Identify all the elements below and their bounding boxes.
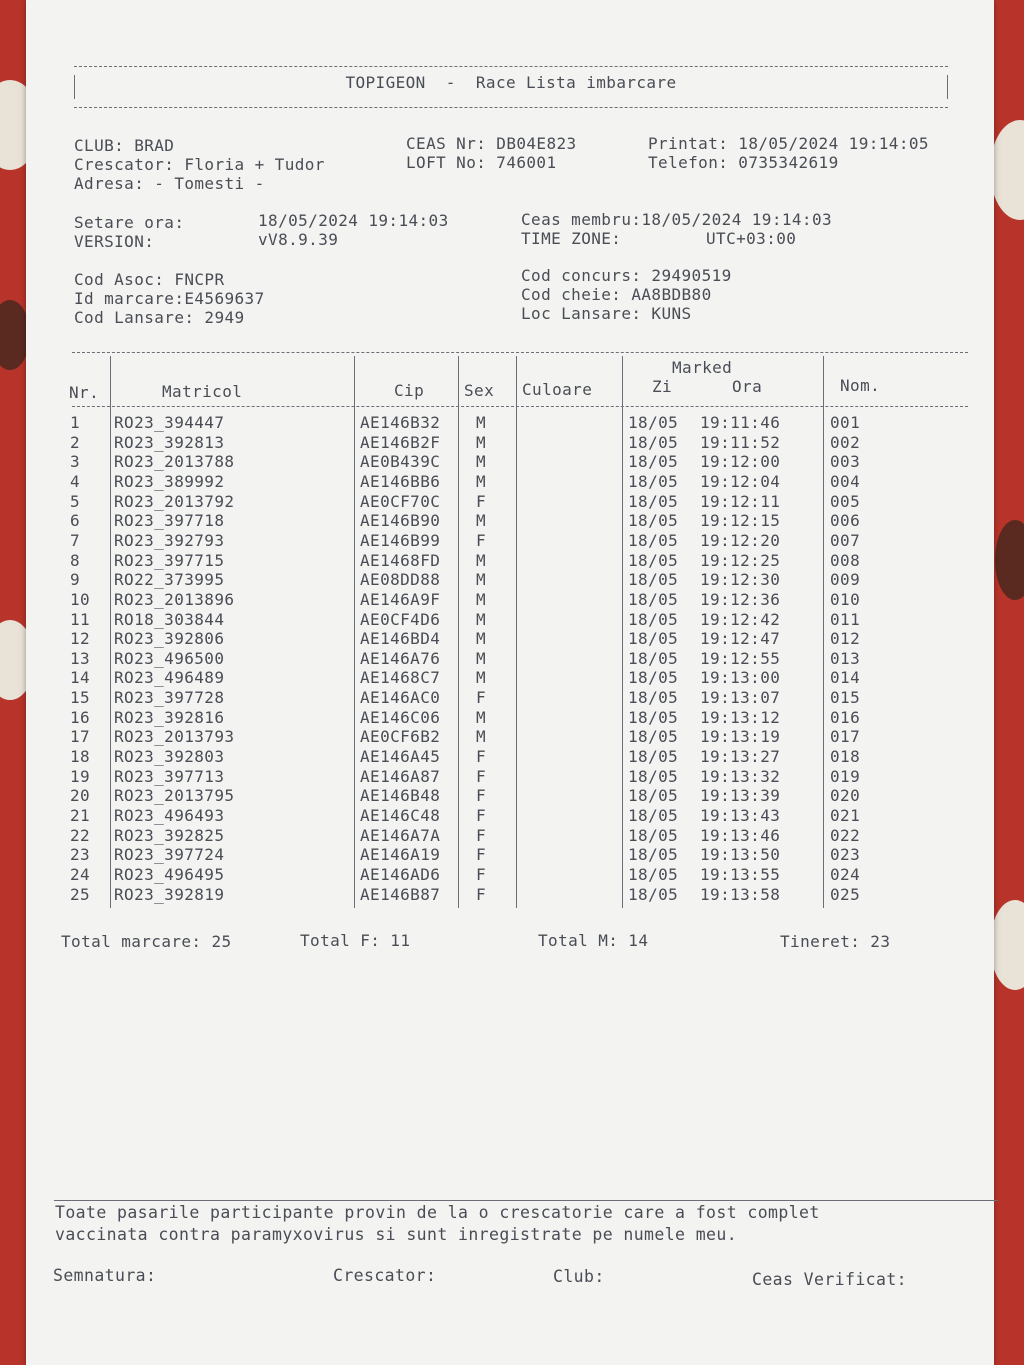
table-row bbox=[26, 629, 946, 649]
cell-cip: AE146B32 bbox=[360, 413, 441, 432]
cell-matricol: RO23_392793 bbox=[114, 530, 225, 550]
club-signature-label: Club: bbox=[553, 1267, 605, 1286]
cell-matricol: RO23_392813 bbox=[114, 432, 225, 452]
cell-zi: 18/05 bbox=[628, 668, 679, 688]
cod-lansare-label: Cod Lansare: 2949 bbox=[74, 308, 245, 327]
cell-sex: F bbox=[476, 766, 487, 786]
cell-nom: 008 bbox=[830, 550, 861, 570]
cell-sex: M bbox=[476, 570, 487, 590]
cell-sex: M bbox=[476, 432, 487, 452]
cell-nr: 7 bbox=[70, 530, 81, 550]
cell-sex: M bbox=[476, 609, 487, 629]
cell-nr: 15 bbox=[70, 688, 91, 708]
cell-nr: 11 bbox=[70, 609, 91, 629]
footer-rule bbox=[54, 1200, 998, 1201]
table-row bbox=[26, 531, 946, 551]
cell-cip: AE146B90 bbox=[360, 511, 441, 531]
table-row bbox=[26, 413, 946, 433]
table-row bbox=[26, 688, 946, 708]
table-row bbox=[26, 826, 946, 846]
cell-sex: M bbox=[476, 668, 487, 688]
cell-matricol: RO23_496495 bbox=[114, 864, 225, 884]
table-row bbox=[26, 610, 946, 630]
cell-sex: M bbox=[476, 629, 487, 649]
cell-nr: 19 bbox=[70, 766, 91, 786]
cell-ora: 19:13:43 bbox=[700, 806, 781, 825]
telefon-label: Telefon: 0735342619 bbox=[648, 153, 839, 172]
table-row bbox=[26, 747, 946, 767]
cell-nr: 20 bbox=[70, 786, 91, 806]
cell-ora: 19:12:11 bbox=[700, 491, 781, 511]
cell-ora: 19:13:39 bbox=[700, 786, 781, 806]
cell-matricol: RO23_397728 bbox=[114, 688, 225, 708]
cell-nom: 003 bbox=[830, 452, 861, 472]
cell-ora: 19:13:07 bbox=[700, 688, 781, 708]
cell-sex: M bbox=[476, 589, 487, 609]
cell-nr: 5 bbox=[70, 491, 81, 511]
cell-zi: 18/05 bbox=[628, 727, 679, 747]
cell-matricol: RO23_392825 bbox=[114, 825, 225, 845]
cell-sex: F bbox=[476, 786, 487, 806]
crescator-signature-label: Crescator: bbox=[333, 1266, 437, 1285]
cell-nom: 025 bbox=[830, 884, 861, 904]
page-title: TOPIGEON - Race Lista imbarcare bbox=[345, 73, 677, 92]
cell-ora: 19:13:00 bbox=[700, 668, 781, 688]
cell-cip: AE146B87 bbox=[360, 884, 441, 904]
cell-zi: 18/05 bbox=[628, 766, 679, 786]
cell-zi: 18/05 bbox=[628, 806, 679, 825]
cell-nom: 017 bbox=[830, 727, 861, 747]
title-box bbox=[74, 66, 948, 108]
cell-nr: 25 bbox=[70, 884, 91, 904]
table-row bbox=[26, 767, 946, 787]
statement-line-2: vaccinata contra paramyxovirus si sunt inregistrate pe numele meu. bbox=[55, 1225, 738, 1244]
cell-matricol: RO18_303844 bbox=[114, 609, 225, 629]
cell-zi: 18/05 bbox=[628, 786, 679, 806]
cell-matricol: RO23_496489 bbox=[114, 668, 225, 688]
col-header-zi: Zi bbox=[652, 377, 673, 396]
cell-nr: 22 bbox=[70, 825, 91, 845]
cell-cip: AE0CF6B2 bbox=[360, 727, 441, 747]
cell-nom: 007 bbox=[830, 530, 861, 550]
cell-cip: AE146A7A bbox=[360, 825, 441, 845]
cell-matricol: RO23_397718 bbox=[114, 511, 225, 531]
cell-zi: 18/05 bbox=[628, 432, 679, 452]
table-row bbox=[26, 511, 946, 531]
cell-sex: M bbox=[476, 511, 487, 531]
semnatura-label: Semnatura: bbox=[53, 1266, 157, 1285]
cell-cip: AE146A87 bbox=[360, 766, 441, 786]
table-top-rule bbox=[72, 352, 968, 353]
cell-ora: 19:12:25 bbox=[700, 550, 781, 570]
cell-matricol: RO23_392806 bbox=[114, 629, 225, 649]
cell-ora: 19:13:50 bbox=[700, 845, 781, 865]
cell-matricol: RO22_373995 bbox=[114, 570, 225, 590]
table-header-rule bbox=[72, 406, 968, 407]
cell-ora: 19:12:42 bbox=[700, 609, 781, 629]
total-m: Total M: 14 bbox=[538, 931, 649, 950]
cell-ora: 19:12:55 bbox=[700, 648, 781, 668]
cod-asoc-label: Cod Asoc: FNCPR bbox=[74, 270, 225, 289]
cod-cheie-label: Cod cheie: AA8BDB80 bbox=[521, 285, 712, 304]
col-header-marked: Marked bbox=[672, 358, 733, 377]
cell-sex: F bbox=[476, 884, 487, 904]
cell-cip: AE146AD6 bbox=[360, 864, 441, 884]
crescator-label: Crescator: Floria + Tudor bbox=[74, 155, 325, 174]
table-row bbox=[26, 865, 946, 885]
cell-nom: 002 bbox=[830, 432, 861, 452]
id-marcare-label: Id marcare:E4569637 bbox=[74, 289, 265, 308]
cell-nr: 23 bbox=[70, 845, 91, 865]
col-header-matricol: Matricol bbox=[162, 382, 243, 401]
cell-nr: 3 bbox=[70, 452, 81, 472]
cell-nr: 2 bbox=[70, 432, 81, 452]
cell-nr: 13 bbox=[70, 648, 91, 668]
cell-cip: AE146C48 bbox=[360, 806, 441, 825]
cell-nom: 010 bbox=[830, 589, 861, 609]
cell-nom: 001 bbox=[830, 413, 861, 432]
cod-concurs-label: Cod concurs: 29490519 bbox=[521, 266, 732, 285]
cell-ora: 19:13:27 bbox=[700, 747, 781, 767]
cell-nr: 16 bbox=[70, 707, 91, 727]
cell-sex: M bbox=[476, 413, 487, 432]
version-label: VERSION: bbox=[74, 232, 155, 251]
cell-nr: 10 bbox=[70, 589, 91, 609]
cell-zi: 18/05 bbox=[628, 629, 679, 649]
cell-ora: 19:12:20 bbox=[700, 530, 781, 550]
cell-cip: AE1468FD bbox=[360, 550, 441, 570]
cell-cip: AE146A76 bbox=[360, 648, 441, 668]
cell-matricol: RO23_496500 bbox=[114, 648, 225, 668]
cell-zi: 18/05 bbox=[628, 570, 679, 590]
col-header-ora: Ora bbox=[732, 377, 763, 396]
cell-nom: 016 bbox=[830, 707, 861, 727]
cell-cip: AE146B2F bbox=[360, 432, 441, 452]
cell-sex: F bbox=[476, 530, 487, 550]
col-header-cip: Cip bbox=[394, 381, 425, 400]
adresa-label: Adresa: - Tomesti - bbox=[74, 174, 265, 193]
cell-matricol: RO23_496493 bbox=[114, 806, 225, 825]
cell-zi: 18/05 bbox=[628, 452, 679, 472]
background-pattern bbox=[990, 120, 1024, 220]
cell-matricol: RO23_389992 bbox=[114, 471, 225, 491]
table-row bbox=[26, 845, 946, 865]
cell-zi: 18/05 bbox=[628, 589, 679, 609]
cell-nr: 24 bbox=[70, 864, 91, 884]
ceas-nr-label: CEAS Nr: DB04E823 bbox=[406, 134, 577, 153]
cell-zi: 18/05 bbox=[628, 648, 679, 668]
cell-zi: 18/05 bbox=[628, 511, 679, 531]
cell-nr: 12 bbox=[70, 629, 91, 649]
table-row bbox=[26, 590, 946, 610]
loc-lansare-label: Loc Lansare: KUNS bbox=[521, 304, 692, 323]
cell-sex: M bbox=[476, 550, 487, 570]
cell-cip: AE0CF70C bbox=[360, 491, 441, 511]
club-label: CLUB: BRAD bbox=[74, 136, 175, 155]
cell-nom: 024 bbox=[830, 864, 861, 884]
col-header-sex: Sex bbox=[464, 381, 495, 400]
cell-zi: 18/05 bbox=[628, 550, 679, 570]
table-row bbox=[26, 668, 946, 688]
total-marcare: Total marcare: 25 bbox=[61, 932, 232, 951]
table-row bbox=[26, 452, 946, 472]
cell-ora: 19:12:15 bbox=[700, 511, 781, 531]
cell-nom: 011 bbox=[830, 609, 861, 629]
cell-nom: 006 bbox=[830, 511, 861, 531]
table-row bbox=[26, 727, 946, 747]
loft-no-label: LOFT No: 746001 bbox=[406, 153, 557, 172]
cell-cip: AE146C06 bbox=[360, 707, 441, 727]
cell-ora: 19:11:46 bbox=[700, 413, 781, 432]
cell-cip: AE146AC0 bbox=[360, 688, 441, 708]
cell-cip: AE146B99 bbox=[360, 530, 441, 550]
table-row bbox=[26, 472, 946, 492]
table-row bbox=[26, 806, 946, 826]
cell-zi: 18/05 bbox=[628, 688, 679, 708]
cell-cip: AE146A9F bbox=[360, 589, 441, 609]
cell-matricol: RO23_2013792 bbox=[114, 491, 235, 511]
cell-zi: 18/05 bbox=[628, 530, 679, 550]
cell-nr: 1 bbox=[70, 413, 81, 432]
setare-ora-label: Setare ora: bbox=[74, 213, 185, 232]
cell-matricol: RO23_2013788 bbox=[114, 452, 235, 472]
cell-nom: 019 bbox=[830, 766, 861, 786]
cell-zi: 18/05 bbox=[628, 747, 679, 767]
table-row bbox=[26, 786, 946, 806]
cell-ora: 19:13:12 bbox=[700, 707, 781, 727]
cell-matricol: RO23_392819 bbox=[114, 884, 225, 904]
cell-nom: 020 bbox=[830, 786, 861, 806]
cell-nom: 023 bbox=[830, 845, 861, 865]
cell-nom: 013 bbox=[830, 648, 861, 668]
cell-sex: M bbox=[476, 727, 487, 747]
cell-ora: 19:12:04 bbox=[700, 471, 781, 491]
cell-nom: 015 bbox=[830, 688, 861, 708]
table-row bbox=[26, 570, 946, 590]
cell-sex: M bbox=[476, 707, 487, 727]
cell-matricol: RO23_2013793 bbox=[114, 727, 235, 747]
printat-label: Printat: 18/05/2024 19:14:05 bbox=[648, 134, 929, 153]
cell-nom: 018 bbox=[830, 747, 861, 767]
cell-nom: 022 bbox=[830, 825, 861, 845]
cell-nom: 004 bbox=[830, 471, 861, 491]
table-row bbox=[26, 433, 946, 453]
cell-nom: 009 bbox=[830, 570, 861, 590]
cell-ora: 19:13:32 bbox=[700, 766, 781, 786]
cell-ora: 19:12:00 bbox=[700, 452, 781, 472]
cell-matricol: RO23_397713 bbox=[114, 766, 225, 786]
statement-line-1: Toate pasarile participante provin de la o crescatorie care a fost complet bbox=[55, 1203, 820, 1222]
cell-ora: 19:12:36 bbox=[700, 589, 781, 609]
cell-nom: 012 bbox=[830, 629, 861, 649]
cell-zi: 18/05 bbox=[628, 491, 679, 511]
cell-sex: F bbox=[476, 491, 487, 511]
col-header-culoare: Culoare bbox=[522, 380, 593, 399]
cell-matricol: RO23_394447 bbox=[114, 413, 225, 432]
cell-cip: AE146BD4 bbox=[360, 629, 441, 649]
table-row bbox=[26, 708, 946, 728]
cell-matricol: RO23_397715 bbox=[114, 550, 225, 570]
tineret: Tineret: 23 bbox=[780, 932, 891, 951]
ceas-membru-label: Ceas membru:18/05/2024 19:14:03 bbox=[521, 210, 833, 229]
background-pattern bbox=[995, 520, 1024, 600]
cell-cip: AE1468C7 bbox=[360, 668, 441, 688]
cell-cip: AE0CF4D6 bbox=[360, 609, 441, 629]
cell-ora: 19:13:19 bbox=[700, 727, 781, 747]
background-pattern bbox=[990, 900, 1024, 990]
cell-sex: F bbox=[476, 845, 487, 865]
cell-sex: M bbox=[476, 471, 487, 491]
cell-sex: F bbox=[476, 688, 487, 708]
cell-zi: 18/05 bbox=[628, 825, 679, 845]
table-row bbox=[26, 885, 946, 905]
cell-nr: 8 bbox=[70, 550, 81, 570]
cell-matricol: RO23_397724 bbox=[114, 845, 225, 865]
cell-zi: 18/05 bbox=[628, 845, 679, 865]
cell-matricol: RO23_2013795 bbox=[114, 786, 235, 806]
cell-nr: 9 bbox=[70, 570, 81, 590]
cell-zi: 18/05 bbox=[628, 864, 679, 884]
cell-nr: 14 bbox=[70, 668, 91, 688]
cell-ora: 19:13:58 bbox=[700, 884, 781, 904]
setare-ora-value: 18/05/2024 19:14:03 bbox=[258, 211, 449, 230]
cell-nr: 6 bbox=[70, 511, 81, 531]
cell-cip: AE146A45 bbox=[360, 747, 441, 767]
cell-matricol: RO23_392803 bbox=[114, 747, 225, 767]
cell-nr: 17 bbox=[70, 727, 91, 747]
cell-zi: 18/05 bbox=[628, 609, 679, 629]
cell-sex: F bbox=[476, 747, 487, 767]
table-row bbox=[26, 492, 946, 512]
ceas-verificat-label: Ceas Verificat: bbox=[752, 1270, 908, 1289]
table-row bbox=[26, 551, 946, 571]
col-header-nr: Nr. bbox=[69, 383, 100, 402]
cell-sex: F bbox=[476, 806, 487, 825]
cell-sex: M bbox=[476, 648, 487, 668]
cell-nom: 014 bbox=[830, 668, 861, 688]
cell-zi: 18/05 bbox=[628, 707, 679, 727]
cell-nr: 18 bbox=[70, 747, 91, 767]
cell-ora: 19:12:30 bbox=[700, 570, 781, 590]
cell-matricol: RO23_2013896 bbox=[114, 589, 235, 609]
version-value: vV8.9.39 bbox=[258, 230, 339, 249]
cell-cip: AE08DD88 bbox=[360, 570, 441, 590]
cell-nr: 4 bbox=[70, 471, 81, 491]
cell-sex: M bbox=[476, 452, 487, 472]
cell-nr: 21 bbox=[70, 806, 91, 825]
cell-ora: 19:12:47 bbox=[700, 629, 781, 649]
cell-nom: 005 bbox=[830, 491, 861, 511]
cell-cip: AE146BB6 bbox=[360, 471, 441, 491]
receipt-paper bbox=[26, 0, 994, 1365]
cell-sex: F bbox=[476, 825, 487, 845]
total-f: Total F: 11 bbox=[300, 931, 411, 950]
cell-zi: 18/05 bbox=[628, 413, 679, 432]
cell-matricol: RO23_392816 bbox=[114, 707, 225, 727]
cell-cip: AE0B439C bbox=[360, 452, 441, 472]
col-header-nom: Nom. bbox=[840, 376, 881, 395]
cell-ora: 19:13:55 bbox=[700, 864, 781, 884]
time-zone-value: UTC+03:00 bbox=[706, 229, 797, 248]
cell-zi: 18/05 bbox=[628, 884, 679, 904]
cell-ora: 19:13:46 bbox=[700, 825, 781, 845]
time-zone-label: TIME ZONE: bbox=[521, 229, 622, 248]
cell-sex: F bbox=[476, 864, 487, 884]
cell-cip: AE146B48 bbox=[360, 786, 441, 806]
cell-zi: 18/05 bbox=[628, 471, 679, 491]
table-row bbox=[26, 649, 946, 669]
cell-cip: AE146A19 bbox=[360, 845, 441, 865]
cell-ora: 19:11:52 bbox=[700, 432, 781, 452]
cell-nom: 021 bbox=[830, 806, 861, 825]
